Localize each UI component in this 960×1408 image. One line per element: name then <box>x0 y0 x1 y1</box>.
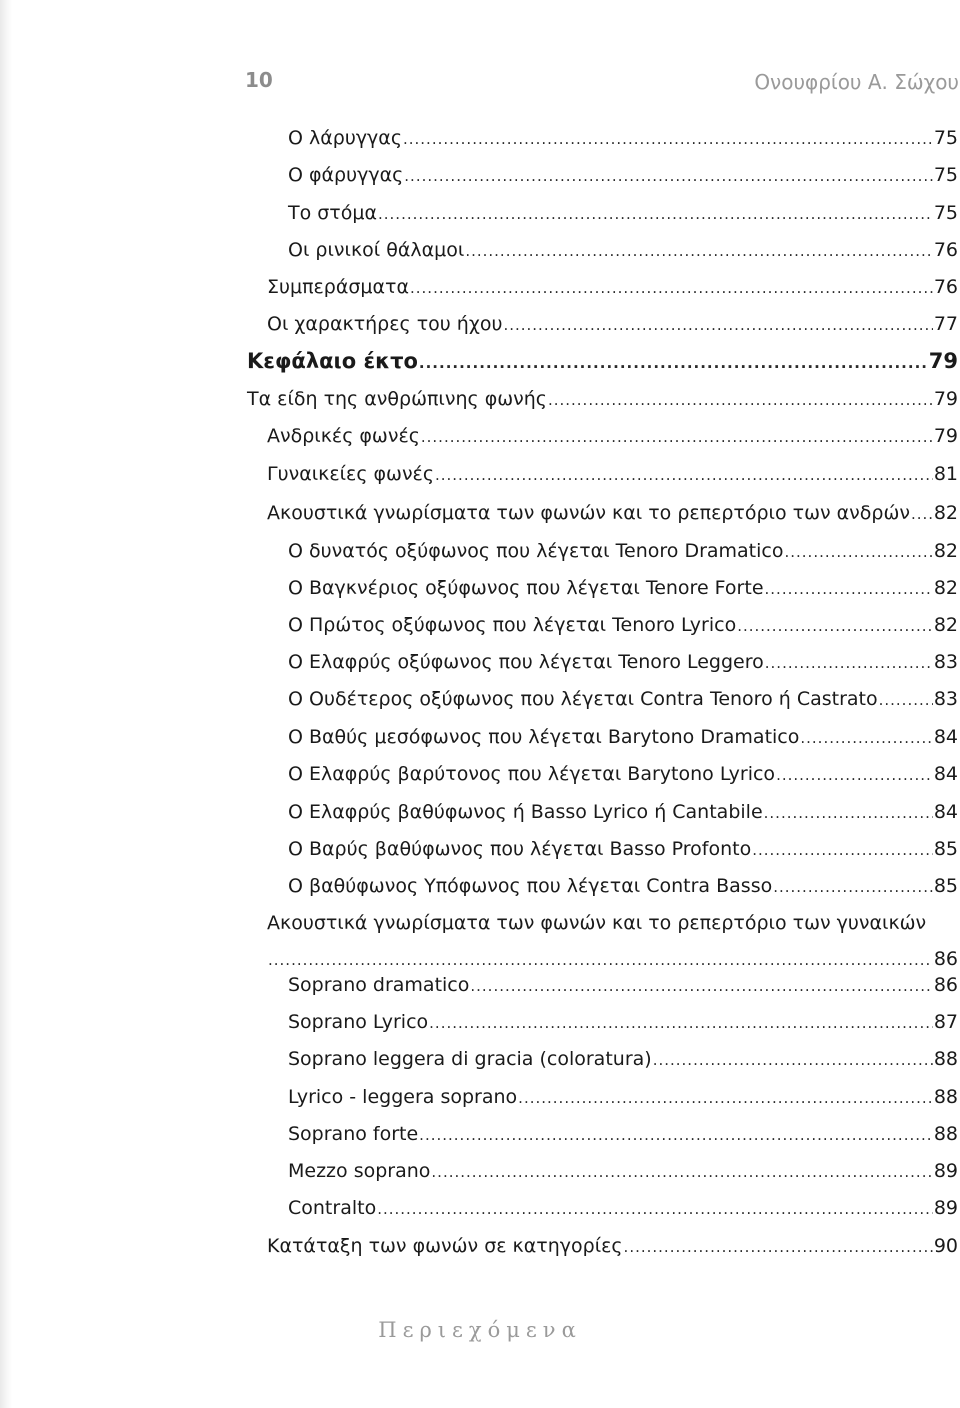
toc-entry[interactable] <box>288 761 958 788</box>
dot-leader <box>784 539 932 565</box>
toc-entry-page: 88 <box>933 1123 958 1145</box>
toc-entry-page: 85 <box>933 838 958 860</box>
toc-entry-page: 86 <box>933 948 958 970</box>
dot-leader <box>404 163 933 189</box>
dot-leader <box>548 387 933 413</box>
toc-entry-label: Ακουστικά γνωρίσματα των φωνών και το ρεπερτόριο των γυναικών <box>267 912 927 934</box>
toc-entry-page: 83 <box>933 651 958 673</box>
toc-entry-page: 76 <box>933 276 958 298</box>
dot-leader <box>765 650 933 676</box>
toc-entry-page: 83 <box>933 688 958 710</box>
toc-entry-label: Οι ρινικοί θάλαμοι <box>288 239 465 261</box>
dot-leader <box>403 126 933 152</box>
dot-leader <box>419 1122 933 1148</box>
toc-entry[interactable] <box>267 423 958 450</box>
toc-entry[interactable] <box>247 386 958 413</box>
toc-entry-label: Ο δυνατός οξύφωνος που λέγεται Tenoro Dramatico <box>288 540 784 562</box>
toc-entry[interactable] <box>267 274 958 301</box>
toc-entry[interactable] <box>288 686 958 713</box>
toc-entry-label: Ο Ελαφρύς βαθύφωνος ή Basso Lyrico ή Cantabile <box>288 801 763 823</box>
toc-entry-label: Γυναικείες φωνές <box>267 463 434 485</box>
toc-entry-page: 75 <box>933 127 958 149</box>
running-head-author: Ονουφρίου Α. Σώχου <box>754 70 959 94</box>
toc-entry-label: Ο Ουδέτερος οξύφωνος που λέγεται Contra Tenoro ή Castrato <box>288 688 878 710</box>
toc-entry-label: Ο Ελαφρύς οξύφωνος που λέγεται Tenoro Leggero <box>288 651 764 673</box>
dot-leader <box>764 800 933 826</box>
toc-entry-page: 79 <box>933 425 958 447</box>
toc-entry-label: Το στόμα <box>288 202 377 224</box>
toc-entry-label: Ο λάρυγγας <box>288 127 402 149</box>
toc-entry[interactable] <box>267 910 958 973</box>
toc-entry-label: Soprano forte <box>288 1123 419 1145</box>
toc-entry-continuation <box>267 946 958 973</box>
dot-leader <box>800 725 932 751</box>
toc-entry-label: Ο βαθύφωνος Υπόφωνος που λέγεται Contra Basso <box>288 875 773 897</box>
toc-entry-label: Κατάταξη των φωνών σε κατηγορίες <box>267 1235 623 1257</box>
dot-leader <box>465 238 933 264</box>
toc-entry-label: Ο Ελαφρύς βαρύτονος που λέγεται Barytono Lyrico <box>288 763 776 785</box>
toc-entry[interactable] <box>288 125 958 152</box>
toc-entry[interactable] <box>288 538 958 565</box>
dot-leader <box>429 1010 933 1036</box>
toc-entry[interactable] <box>267 500 958 527</box>
toc-entry-page: 79 <box>933 388 958 410</box>
toc-entry[interactable] <box>288 799 958 826</box>
toc-entry-page: 90 <box>933 1235 958 1257</box>
dot-leader <box>435 462 933 488</box>
toc-entry-page: 85 <box>933 875 958 897</box>
dot-leader <box>752 837 933 863</box>
toc-entry[interactable] <box>288 1195 958 1222</box>
toc-entry-label: Ανδρικές φωνές <box>267 425 420 447</box>
toc-entry[interactable] <box>288 1084 958 1111</box>
toc-entry[interactable] <box>267 1233 958 1260</box>
dot-leader <box>421 424 933 450</box>
toc-entry[interactable] <box>267 461 958 488</box>
toc-entry-label: Ο Βαγκνέριος οξύφωνος που λέγεται Tenore Forte <box>288 577 764 599</box>
dot-leader <box>377 1196 933 1222</box>
dot-leader <box>653 1047 933 1073</box>
toc-entry-label: Soprano Lyrico <box>288 1011 429 1033</box>
toc-entry-label: Contralto <box>288 1197 377 1219</box>
toc-entry-page: 75 <box>933 202 958 224</box>
toc-entry-label: Mezzo soprano <box>288 1160 431 1182</box>
toc-entry-page: 88 <box>933 1086 958 1108</box>
toc-entry-page: 82 <box>933 577 958 599</box>
toc-entry[interactable] <box>288 836 958 863</box>
toc-entry-label: Ο Βαθύς μεσόφωνος που λέγεται Barytono Dramatico <box>288 726 800 748</box>
toc-entry-label: Συμπεράσματα <box>267 276 409 298</box>
toc-entry[interactable] <box>288 1009 958 1036</box>
dot-leader <box>776 762 933 788</box>
toc-entry[interactable] <box>288 649 958 676</box>
toc-entry-label: Τα είδη της ανθρώπινης φωνής <box>247 388 547 410</box>
dot-leader <box>419 350 928 376</box>
toc-entry[interactable] <box>288 724 958 751</box>
dot-leader <box>378 201 933 227</box>
toc-entry[interactable] <box>288 612 958 639</box>
toc-entry-label: Soprano dramatico <box>288 974 470 996</box>
toc-entry[interactable] <box>288 1121 958 1148</box>
toc-entry-page: 84 <box>933 763 958 785</box>
toc-entry-page: 82 <box>933 502 958 524</box>
toc-entry-page: 82 <box>933 540 958 562</box>
toc-entry[interactable] <box>267 311 958 338</box>
toc-entry-page: 84 <box>933 801 958 823</box>
footer-section-title: Περιεχόμενα <box>378 1318 582 1342</box>
toc-entry-page: 89 <box>933 1160 958 1182</box>
toc-entry-page: 82 <box>933 614 958 636</box>
dot-leader <box>737 613 933 639</box>
toc-entry-label: Ο Βαρύς βαθύφωνος που λέγεται Basso Profonto <box>288 838 752 860</box>
dot-leader <box>911 501 933 527</box>
toc-entry-label: Ακουστικά γνωρίσματα των φωνών και το ρεπερτόριο των ανδρών <box>267 502 910 524</box>
toc-entry-page: 89 <box>933 1197 958 1219</box>
toc-entry[interactable] <box>288 162 958 189</box>
toc-entry-label: Ο φάρυγγας <box>288 164 404 186</box>
dot-leader <box>765 576 933 602</box>
dot-leader <box>503 312 932 338</box>
toc-entry-page: 75 <box>933 164 958 186</box>
toc-entry-label: Οι χαρακτήρες του ήχου <box>267 313 503 335</box>
dot-leader <box>431 1159 932 1185</box>
toc-chapter-heading[interactable] <box>247 348 958 376</box>
toc-entry[interactable] <box>288 575 958 602</box>
dot-leader <box>518 1085 933 1111</box>
dot-leader <box>624 1234 933 1260</box>
toc-entry-label: Κεφάλαιο έκτο <box>247 349 418 373</box>
toc-entry-page: 81 <box>933 463 958 485</box>
toc-entry-label: Lyrico - leggera soprano <box>288 1086 518 1108</box>
toc-entry-label: Ο Πρώτος οξύφωνος που λέγεται Tenoro Lyrico <box>288 614 737 636</box>
dot-leader <box>470 973 932 999</box>
toc-entry-page: 76 <box>933 239 958 261</box>
toc-entry-page: 84 <box>933 726 958 748</box>
toc-entry[interactable] <box>288 873 958 900</box>
toc-entry-page: 79 <box>928 349 958 373</box>
toc-entry-label: Soprano leggera di gracia (coloratura) <box>288 1048 652 1070</box>
toc-entry[interactable] <box>288 972 958 999</box>
toc-entry-page: 77 <box>933 313 958 335</box>
toc-entry-page: 87 <box>933 1011 958 1033</box>
dot-leader <box>268 947 933 973</box>
toc-entry-page: 88 <box>933 1048 958 1070</box>
dot-leader <box>773 874 933 900</box>
toc-entry[interactable] <box>288 237 958 264</box>
dot-leader <box>410 275 933 301</box>
dot-leader <box>879 687 933 713</box>
toc-entry[interactable] <box>288 200 958 227</box>
toc-entry-page: 86 <box>933 974 958 996</box>
toc-entry[interactable] <box>288 1158 958 1185</box>
page-number: 10 <box>245 68 273 92</box>
toc-entry[interactable] <box>288 1046 958 1073</box>
